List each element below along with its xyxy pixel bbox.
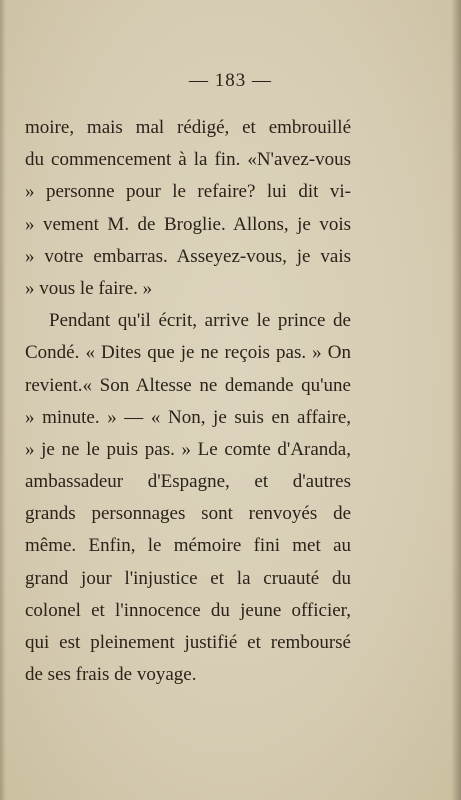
body-text	[25, 112, 351, 691]
page-number: — 183 —	[189, 70, 272, 91]
page-left-edge-shadow	[0, 0, 6, 800]
text-line: revient.« Son Altesse ne demande qu'une	[25, 374, 351, 396]
text-line: Condé. « Dites que je ne reçois pas. » On	[25, 342, 351, 364]
page-right-edge-shadow	[451, 0, 461, 800]
text-line: moire, mais mal rédigé, et embrouillé	[25, 117, 351, 138]
text-line: de ses frais de voyage.	[25, 664, 197, 686]
text-line: » minute. » — « Non, je suis en affaire,	[25, 406, 351, 428]
text-line: ambassadeur d'Espagne, et d'autres	[25, 471, 351, 493]
text-line: qui est pleinement justifié et remboursé	[25, 632, 351, 653]
text-line: » personne pour le refaire? lui dit vi-	[25, 181, 351, 203]
text-line: colonel et l'innocence du jeune officier,	[25, 599, 351, 621]
text-line: » vous le faire. »	[25, 277, 153, 299]
text-line: grand jour l'injustice et la cruauté du	[25, 567, 351, 589]
text-line: grands personnages sont renvoyés de	[25, 503, 351, 525]
text-line: Pendant qu'il écrit, arrive le prince de	[49, 310, 351, 332]
text-line: » je ne le puis pas. » Le comte d'Aranda,	[25, 438, 351, 460]
text-line: » votre embarras. Asseyez-vous, je vais	[25, 245, 351, 267]
text-line: même. Enfin, le mémoire fini met au	[25, 535, 351, 557]
text-line: » vement M. de Broglie. Allons, je vois	[25, 213, 351, 235]
text-line: du commencement à la fin. «N'avez-vous	[25, 149, 351, 171]
